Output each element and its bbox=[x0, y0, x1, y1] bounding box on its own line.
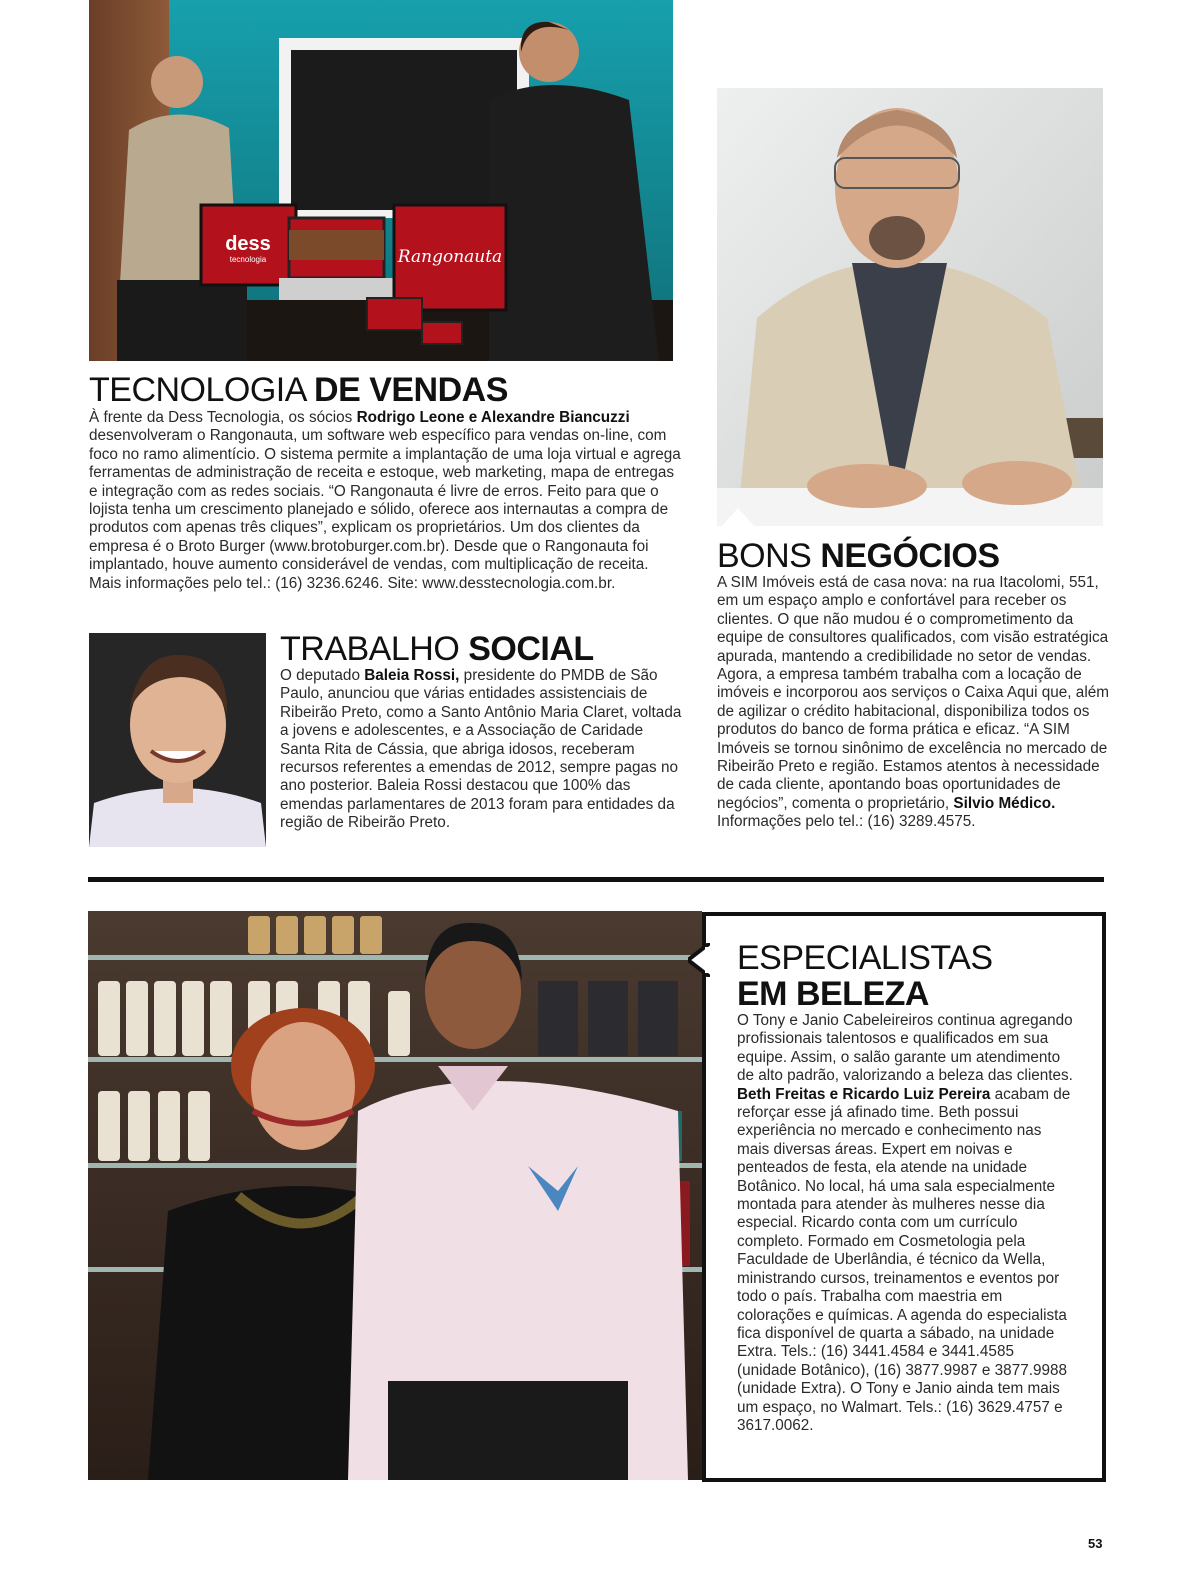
photo-beth-ricardo bbox=[88, 911, 702, 1480]
screen-logo-dess-sub: tecnologia bbox=[229, 255, 267, 264]
headline-tecnologia-bold: DE VENDAS bbox=[314, 371, 508, 409]
photo-baleia-rossi-illustration bbox=[89, 633, 266, 847]
screen-logo-rangonauta: Rangonauta bbox=[397, 247, 503, 267]
tecnologia-text-2: desenvolveram o Rangonauta, um software web específico para vendas on-line, com foco no ramo alimentício. O sistema permite a implantação de uma loja virtual e agrega ferramentas de administração de receita e estoque, web marketing, mapa de entregas e integração com as redes sociais. “O Rangonauta é livre de erros. Feito para que o lojista tenha um crescimento planejado e sólido, oferece aos internautas a compra de produtos com apenas três cliques”, explicam os proprietários. Um dos clientes da empresa é o Broto Burger (www.brotoburger.com.br). Desde que o Rangonauta foi implantado, houve aumento considerável de vendas, com multiplicação de receita. Mais informações pelo tel.: (16) 3236.6246. Site: www.desstecnologia.com.br. bbox=[89, 427, 681, 592]
social-name: Baleia Rossi, bbox=[364, 667, 460, 684]
negocios-text-2: Informações pelo tel.: (16) 3289.4575. bbox=[717, 813, 976, 831]
photo-caption-notch bbox=[722, 508, 754, 526]
screen-logo-dess: dess bbox=[225, 233, 271, 255]
page-number: 53 bbox=[1088, 1536, 1103, 1551]
headline-negocios-light: BONS bbox=[717, 537, 812, 575]
headline-tecnologia bbox=[89, 372, 508, 408]
headline-beleza-bold: EM BELEZA bbox=[737, 975, 929, 1013]
headline-social bbox=[280, 631, 594, 667]
headline-beleza bbox=[737, 940, 993, 1012]
photo-dess-partners bbox=[89, 0, 673, 361]
beleza-names: Beth Freitas e Ricardo Luiz Pereira bbox=[737, 1085, 991, 1103]
article-negocios-body bbox=[717, 574, 1109, 832]
social-text-2: presidente do PMDB de São Paulo, anunciou que várias entidades assistenciais de Ribeirão Preto, como a Santo Antônio Maria Claret, voltada a jovens e adolescentes, e a Associação de Caridade Santa Rita de Cássia, que abriga idosos, receberam recursos referentes a emendas de 2012, sempre pagas no ano posterior. Baleia Rossi destacou que 100% das emendas parlamentares de 2013 foram para entidades da região de Ribeirão Preto. bbox=[280, 667, 682, 832]
headline-negocios bbox=[717, 538, 1000, 574]
headline-beleza-light: ESPECIALISTAS bbox=[737, 939, 993, 977]
social-text-1: O deputado bbox=[280, 667, 365, 684]
photo-silvio-medico bbox=[717, 88, 1103, 526]
photo-dess-partners-illustration bbox=[89, 0, 673, 361]
article-beleza-body bbox=[737, 1012, 1073, 1435]
headline-negocios-bold: NEGÓCIOS bbox=[820, 537, 1000, 575]
beleza-text-1: O Tony e Janio Cabeleireiros continua agregando profissionais talentosos e qualificados em sua equipe. Assim, o salão garante um atendimento de alto padrão, valorizando a beleza das clientes. bbox=[737, 1012, 1073, 1085]
photo-baleia-rossi bbox=[89, 633, 266, 847]
negocios-name: Silvio Médico. bbox=[953, 794, 1056, 812]
photo-silvio-medico-illustration bbox=[717, 88, 1103, 526]
article-tecnologia-body bbox=[89, 409, 683, 593]
headline-tecnologia-light: TECNOLOGIA bbox=[89, 371, 306, 409]
tecnologia-text-1: À frente da Dess Tecnologia, os sócios bbox=[89, 409, 357, 426]
negocios-text-1: A SIM Imóveis está de casa nova: na rua Itacolomi, 551, em um espaço amplo e confortável para receber os clientes. O que não mudou é o comprometimento da equipe de consultores qualificados, com visão estratégica apurada, mantendo a credibilidade no setor de vendas. Agora, a empresa também trabalha com a locação de imóveis e incorporou aos serviços o Caixa Aqui que, além de agilizar o crédito habitacional, disponibiliza todos os produtos do banco de forma prática e eficaz. “A SIM Imóveis se tornou sinônimo de excelência no mercado de Ribeirão Preto e região. Estamos atentos à necessidade de cada cliente, apontando boas oportunidades de negócios”, comenta o proprietário, bbox=[717, 574, 1109, 812]
headline-social-light: TRABALHO bbox=[280, 630, 460, 668]
section-divider bbox=[88, 877, 1104, 882]
frame-pointer bbox=[688, 943, 710, 977]
headline-social-bold: SOCIAL bbox=[468, 630, 594, 668]
beleza-text-2: acabam de reforçar esse já afinado time. Beth possui experiência no mercado e conhecimento nas mais diversas áreas. Expert em noivas e penteados de festa, ela atende na unidade Botânico. No local, há uma sala especialmente montada para atender às mulheres nesse dia especial. Ricardo conta com um currículo completo. Formado em Cosmetologia pela Faculdade de Uberlândia, é técnico da Wella, ministrando cursos, treinamentos e eventos por todo o país. Trabalha com maestria em colorações e químicas. A agenda do especialista fica disponível de quarta a sábado, na unidade Extra. Tels.: (16) 3441.4584 e 3441.4585 (unidade Botânico), (16) 3877.9987 e 3877.9988 (unidade Extra). O Tony e Janio ainda tem mais um espaço, no Walmart. Tels.: (16) 3629.4757 e 3617.0062. bbox=[737, 1085, 1071, 1434]
photo-beth-ricardo-illustration bbox=[88, 911, 702, 1480]
tecnologia-names: Rodrigo Leone e Alexandre Biancuzzi bbox=[356, 409, 630, 426]
article-social-body bbox=[280, 667, 686, 833]
